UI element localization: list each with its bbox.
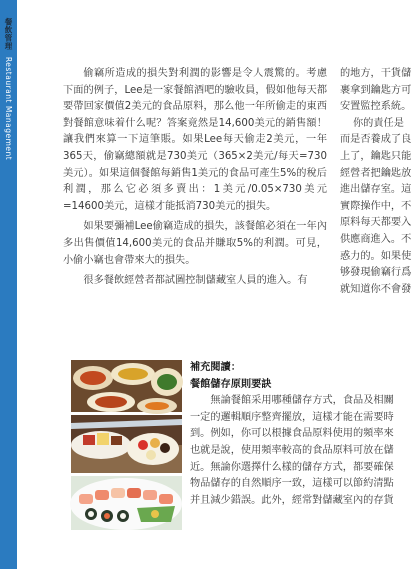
text-line: 美元/每天=730美元）。如果這個餐館每銷售1美元的 bbox=[63, 150, 327, 179]
food-photo-stack bbox=[71, 360, 182, 530]
text-line: 并且減少錯誤。此外，經常對儲藏室內的存貨 bbox=[190, 494, 394, 506]
cake-platter-photo bbox=[71, 415, 182, 473]
text-line: 就知道你不會發 bbox=[340, 283, 412, 295]
text-line: 近。無論你選擇什么樣的儲存方式，都要確保 bbox=[190, 461, 394, 473]
text-line: 如果要彌補Lee偷竊造成的損失，該餐館必須在一年 bbox=[83, 221, 317, 233]
text-line: 無論餐館采用哪種儲存方式，食品及相關 bbox=[210, 395, 394, 407]
buffet-dishes-photo bbox=[71, 360, 182, 412]
box-title: 補充閱讀： bbox=[190, 362, 241, 373]
text-line: 實際操作中，不 bbox=[340, 200, 412, 212]
box-subtitle: 餐館儲存原則要訣 bbox=[190, 378, 272, 390]
text-line: 裹拿到鑰匙方可 bbox=[340, 84, 412, 96]
text-line: 而是否養成了良 bbox=[340, 134, 412, 146]
text-line: /0.05×730美元=14600美元，這樣才能抵消730美元的 bbox=[63, 184, 327, 212]
spine-label bbox=[3, 18, 14, 160]
text-line: 慮下面的例子，Lee是一家餐館酒吧的驗收員，假如他 bbox=[63, 68, 327, 96]
paragraph-access-control bbox=[63, 273, 327, 290]
text-line: 物品儲存的自然順序一致，這樣可以節約清點 bbox=[190, 478, 394, 490]
text-line: 的地方，干貨儲 bbox=[340, 68, 412, 79]
text-line: 惑力的。如果使 bbox=[340, 250, 412, 262]
paragraph-loss-compensation bbox=[63, 219, 327, 269]
text-line: 上了，鑰匙只能 bbox=[340, 150, 412, 162]
text-line: 進出儲存室。這 bbox=[340, 184, 412, 196]
text-line: 元的銷售額！讓我們來算一下這筆賬。如果Lee每天偷 bbox=[63, 117, 327, 146]
right-text-column bbox=[340, 66, 420, 298]
text-line: 供應商進入。不 bbox=[340, 233, 412, 245]
chapter-spine bbox=[0, 0, 17, 569]
text-line: 安置監控系統。 bbox=[340, 101, 412, 113]
supplementary-reading-box bbox=[190, 360, 400, 509]
spine-title-cjk: 餐飲管理 bbox=[4, 18, 13, 50]
text-line: 每天都要帶回家價值2美元的食品原料，那么他一年所 bbox=[63, 84, 328, 113]
text-line: 損失。 bbox=[245, 200, 277, 212]
text-line: 也就是說，使用頻率較高的食品原料可放在儲 bbox=[190, 444, 394, 456]
text-line: 見，小偷小竊也會帶來大的損失。 bbox=[63, 237, 327, 266]
paragraph-theft-example bbox=[63, 66, 327, 215]
sushi-platter-photo bbox=[71, 476, 182, 530]
text-line: 偷竊所造成的損失對利潤的影響是令人震驚的。考 bbox=[83, 68, 317, 79]
text-line: 走2美元，一年365天，偷竊總額就是730美元（365×2 bbox=[63, 134, 328, 162]
text-line: 偷走的東西對餐館意味着什么呢？答案竟然是14,600美 bbox=[63, 101, 327, 129]
left-text-column bbox=[63, 66, 327, 294]
text-line: 食品可產生5%的稅后利潤，那么它必須多賣出：1美元 bbox=[63, 167, 327, 196]
spine-title-en: Restaurant Management bbox=[4, 56, 13, 161]
text-line: 一定的邏輯順序整齊擺放，這樣才能在需要時 bbox=[190, 411, 394, 423]
text-line: 你的責任是 bbox=[340, 117, 404, 129]
text-line: 內多出售價值14,600美元的食品并賺取5%的利潤。可 bbox=[63, 221, 327, 249]
text-line: 原料每天都要入 bbox=[340, 217, 412, 229]
text-line: 經營者把鑰匙放 bbox=[340, 167, 412, 179]
text-line: 很多餐飲經營者都試圖控制儲藏室人員的進入。有 bbox=[83, 275, 308, 287]
text-line: 到。例如，你可以根據食品原料使用的頻率來 bbox=[190, 428, 394, 440]
text-line: 够發現偷竊行爲 bbox=[340, 267, 412, 279]
